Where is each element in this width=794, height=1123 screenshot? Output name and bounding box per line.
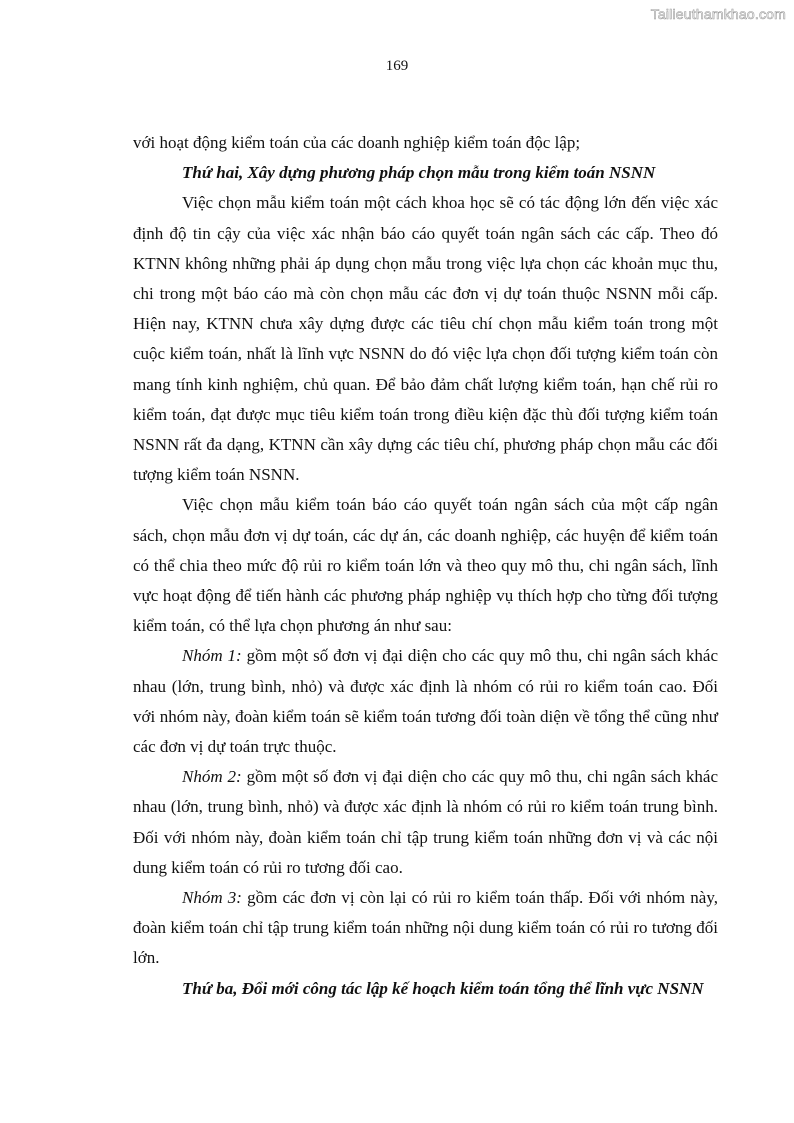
- section-heading-third: Thứ ba, Đổi mới công tác lập kế hoạch kiểm toán tổng thể lĩnh vực NSNN: [182, 978, 704, 998]
- paragraph-sampling-intro: Việc chọn mẫu kiểm toán một cách khoa học sẽ có tác động lớn đến việc xác định độ tin cậy của việc xác nhận báo cáo quyết toán ngân sách các cấp. Theo đó KTNN không những phải áp dụng chọn mẫu trong việc lựa chọn các khoản mục thu, chi trong một báo cáo mà còn chọn mẫu các đơn vị dự toán thuộc NSNN mỗi cấp. Hiện nay, KTNN chưa xây dựng được các tiêu chí chọn mẫu kiểm toán trong một cuộc kiểm toán, nhất là lĩnh vực NSNN do đó việc lựa chọn đối tượng kiểm toán còn mang tính kinh nghiệm, chủ quan. Để bảo đảm chất lượng kiểm toán, hạn chế rủi ro kiểm toán, đạt được mục tiêu kiểm toán trong điều kiện đặc thù đối tượng kiểm toán NSNN rất đa dạng, KTNN cần xây dựng các tiêu chí, phương pháp chọn mẫu các đối tượng kiểm toán NSNN.: [133, 193, 718, 485]
- section-heading-second: Thứ hai, Xây dựng phương pháp chọn mẫu trong kiểm toán NSNN: [182, 163, 656, 183]
- group-3-label: Nhóm 3:: [182, 888, 242, 908]
- document-body: [133, 128, 718, 1004]
- group-2-text: gồm một số đơn vị đại diện cho các quy mô thu, chi ngân sách khác nhau (lớn, trung bình, nhỏ) và được xác định là nhóm có rủi ro kiểm toán trung bình. Đối với nhóm này, đoàn kiểm toán chỉ tập trung kiểm toán những đơn vị và các nội dung kiểm toán có rủi ro tương đối cao.: [133, 767, 718, 877]
- group-1-text: gồm một số đơn vị đại diện cho các quy mô thu, chi ngân sách khác nhau (lớn, trung bình, nhỏ) và được xác định là nhóm có rủi ro kiểm toán cao. Đối với nhóm này, đoàn kiểm toán sẽ kiểm toán tương đối toàn diện về tổng thể cũng như các đơn vị dự toán trực thuộc.: [133, 646, 718, 757]
- paragraph-group-2: [133, 762, 718, 883]
- group-2-label: Nhóm 2:: [182, 767, 242, 787]
- group-1-label: Nhóm 1:: [182, 646, 242, 666]
- group-3-text: gồm các đơn vị còn lại có rủi ro kiểm toán thấp. Đối với nhóm này, đoàn kiểm toán chỉ tập trung kiểm toán những nội dung kiểm toán có rủi ro tương đối lớn.: [133, 888, 718, 968]
- paragraph-continuation: với hoạt động kiểm toán của các doanh nghiệp kiểm toán độc lập;: [133, 133, 581, 152]
- watermark-logo: Tailieuthamkhao.com: [650, 6, 786, 22]
- paragraph-group-3: [133, 883, 718, 974]
- paragraph-group-1: [133, 641, 718, 762]
- paragraph-sampling-method: Việc chọn mẫu kiểm toán báo cáo quyết toán ngân sách của một cấp ngân sách, chọn mẫu đơn vị dự toán, các dự án, các doanh nghiệp, các huyện để kiểm toán có thể chia theo mức độ rủi ro kiểm toán lớn và theo quy mô thu, chi ngân sách, lĩnh vực hoạt động để tiến hành các phương pháp nghiệp vụ thích hợp cho từng đối tượng kiểm toán, có thể lựa chọn phương án như sau:: [133, 495, 718, 636]
- page-number: 169: [385, 58, 409, 74]
